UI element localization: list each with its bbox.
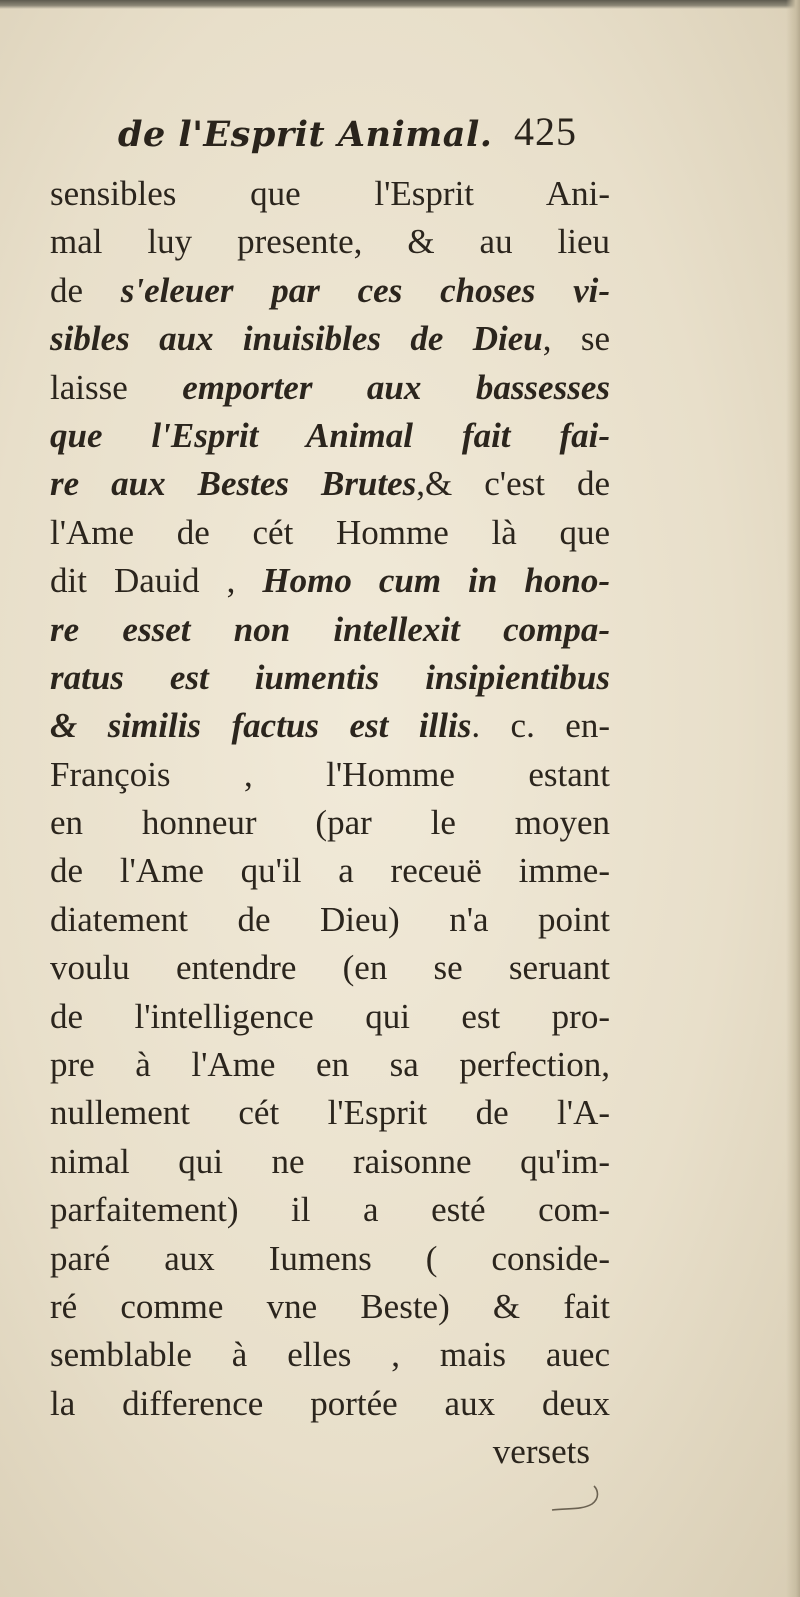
roman-span: en honneur (par le moyen bbox=[50, 803, 610, 843]
catchword: versets bbox=[492, 1432, 590, 1472]
roman-span: , se bbox=[542, 319, 611, 359]
text-line bbox=[50, 751, 610, 799]
running-head bbox=[118, 108, 638, 168]
roman-span: ré comme vne Beste) & fait bbox=[50, 1286, 610, 1326]
roman-span: l'Ame de cét Homme là que bbox=[50, 512, 610, 552]
text-line bbox=[50, 606, 610, 654]
text-line bbox=[50, 267, 610, 315]
roman-span: de bbox=[50, 270, 121, 310]
text-line bbox=[50, 847, 610, 895]
italic-span: & similis factus est illis bbox=[50, 706, 472, 746]
roman-span: diatement de Dieu) n'a point bbox=[50, 899, 610, 939]
roman-span: pre à l'Ame en sa perfection, bbox=[50, 1045, 610, 1085]
text-line bbox=[50, 460, 610, 508]
text-line bbox=[50, 170, 610, 218]
roman-span: dit Dauid , bbox=[50, 561, 263, 601]
text-line bbox=[50, 1331, 610, 1379]
italic-span: s'eleuer par ces choses vi- bbox=[120, 270, 610, 310]
roman-span: . c. en- bbox=[471, 706, 610, 746]
italic-span: re aux Bestes Brutes bbox=[50, 464, 417, 504]
page-top-edge bbox=[0, 0, 800, 9]
page-right-edge bbox=[786, 0, 800, 1597]
text-line bbox=[50, 993, 610, 1041]
text-line bbox=[50, 364, 610, 412]
roman-span: de l'intelligence qui est pro- bbox=[50, 996, 610, 1036]
text-line bbox=[50, 702, 610, 750]
text-line bbox=[50, 557, 610, 605]
roman-span: nimal qui ne raisonne qu'im- bbox=[50, 1141, 610, 1181]
page-number: 425 bbox=[514, 109, 577, 154]
text-line bbox=[50, 1041, 610, 1089]
text-line bbox=[50, 1380, 610, 1428]
running-title: de l'Esprit Animal. bbox=[118, 114, 493, 155]
text-line bbox=[50, 412, 610, 460]
roman-span: ,& c'est de bbox=[416, 464, 611, 504]
text-line bbox=[50, 315, 610, 363]
text-line bbox=[50, 1186, 610, 1234]
roman-span: laisse bbox=[50, 367, 183, 407]
text-line bbox=[50, 1283, 610, 1331]
text-line bbox=[50, 1089, 610, 1137]
ink-mark bbox=[548, 1480, 608, 1516]
text-line bbox=[50, 896, 610, 944]
roman-span: François , l'Homme estant bbox=[50, 754, 610, 794]
body-text bbox=[50, 170, 610, 1477]
italic-span: que l'Esprit Animal fait fai- bbox=[50, 415, 610, 455]
text-line bbox=[50, 218, 610, 266]
italic-span: sibles aux inuisibles de Dieu bbox=[50, 319, 543, 359]
text-line bbox=[50, 654, 610, 702]
roman-span: de l'Ame qu'il a receuë imme- bbox=[50, 851, 610, 891]
text-line bbox=[50, 1138, 610, 1186]
text-line bbox=[50, 1235, 610, 1283]
italic-span: Homo cum in hono- bbox=[262, 561, 610, 601]
roman-span: parfaitement) il a esté com- bbox=[50, 1190, 610, 1230]
roman-span: semblable à elles , mais auec bbox=[50, 1335, 610, 1375]
italic-span: emporter aux bassesses bbox=[182, 367, 610, 407]
roman-span: sensibles que l'Esprit Ani- bbox=[50, 174, 610, 213]
roman-span: paré aux Iumens ( conside- bbox=[50, 1238, 610, 1278]
text-line bbox=[50, 944, 610, 992]
text-line bbox=[50, 509, 610, 557]
italic-span: ratus est iumentis insipientibus bbox=[50, 657, 610, 697]
roman-span: la difference portée aux deux bbox=[50, 1383, 610, 1423]
text-line bbox=[50, 799, 610, 847]
roman-span: nullement cét l'Esprit de l'A- bbox=[50, 1093, 610, 1133]
italic-span: re esset non intellexit compa- bbox=[50, 609, 610, 649]
roman-span: mal luy presente, & au lieu bbox=[50, 222, 610, 262]
roman-span: voulu entendre (en se seruant bbox=[50, 948, 610, 988]
